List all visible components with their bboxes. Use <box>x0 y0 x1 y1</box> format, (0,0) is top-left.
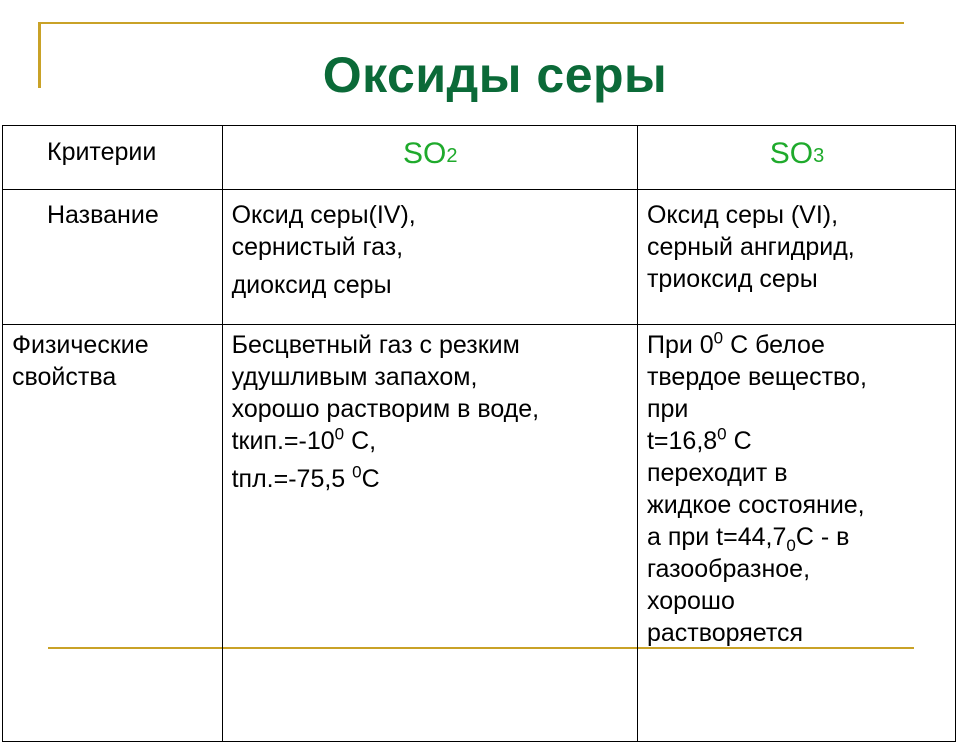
so2-base: SO <box>403 137 447 170</box>
so2-melting-point <box>232 463 629 495</box>
decor-top-line <box>38 22 904 24</box>
so3-l7-suffix: С - в <box>795 523 850 551</box>
header-so3 <box>637 126 955 190</box>
physical-label-line: Физические <box>12 331 149 359</box>
physical-row <box>3 325 956 742</box>
so3-phys-line <box>647 521 947 553</box>
so2-name-line: Оксид серы(IV), <box>231 201 416 229</box>
so2-boil-suffix: С, <box>344 427 377 455</box>
so2-melt-suffix: С <box>361 465 380 493</box>
so2-name-line: диоксид серы <box>231 271 392 299</box>
so2-phys-line: хорошо растворим в воде, <box>231 395 540 423</box>
so3-physical-cell <box>637 325 955 742</box>
so3-phys-line: твердое вещество, <box>646 363 867 391</box>
so3-l1-degree: 0 <box>713 328 724 348</box>
header-so2 <box>222 126 637 190</box>
name-label: Название <box>3 190 223 325</box>
so3-phys-line: хорошо <box>646 587 735 615</box>
so3-index: 3 <box>813 145 825 167</box>
so3-phys-line: при <box>646 395 689 423</box>
physical-label-cell <box>3 325 223 742</box>
so3-phys-line: газообразное, <box>646 555 811 583</box>
header-row <box>3 126 956 190</box>
so2-index: 2 <box>446 145 458 167</box>
so2-name-cell <box>222 190 637 325</box>
so3-l1-prefix: При 0 <box>646 331 714 359</box>
so2-phys-line: Бесцветный газ с резким <box>231 331 520 359</box>
so3-name-line: Оксид серы (VI), <box>646 201 839 229</box>
so3-l7-degree: 0 <box>786 536 796 555</box>
so3-phys-line <box>647 329 947 361</box>
so3-name-cell <box>637 190 955 325</box>
so2-boil-degree: 0 <box>334 424 345 444</box>
so3-l4-prefix: t=16,8 <box>646 427 718 455</box>
so2-melt-prefix: tпл.=-75,5 <box>231 465 353 493</box>
so2-physical-cell <box>222 325 637 742</box>
so2-melt-degree: 0 <box>352 462 362 482</box>
so3-phys-line: жидкое состояние, <box>646 491 865 519</box>
header-criteria: Критерии <box>3 126 223 190</box>
so3-phys-line <box>647 425 947 457</box>
so3-phys-line: переходит в <box>646 459 788 487</box>
so3-l4-degree: 0 <box>717 424 727 444</box>
so3-base: SO <box>769 137 814 170</box>
so3-phys-line: растворяется <box>646 619 804 647</box>
so2-phys-line: удушливым запахом, <box>231 363 478 391</box>
comparison-table <box>2 125 956 742</box>
so3-l1-suffix: С белое <box>723 331 825 359</box>
page-title: Оксиды серы <box>322 47 668 103</box>
physical-label-line: свойства <box>12 363 117 391</box>
so2-name-line: сернистый газ, <box>231 233 404 261</box>
so3-l4-suffix: С <box>726 427 752 455</box>
so3-name-line: серный ангидрид, <box>646 233 855 261</box>
so2-boil-prefix: tкип.=-10 <box>231 427 335 455</box>
so2-boiling-point <box>232 425 629 457</box>
name-row <box>3 190 956 325</box>
so3-l7-prefix: а при t=44,7 <box>646 523 787 551</box>
so3-name-line: триоксид серы <box>646 265 818 293</box>
